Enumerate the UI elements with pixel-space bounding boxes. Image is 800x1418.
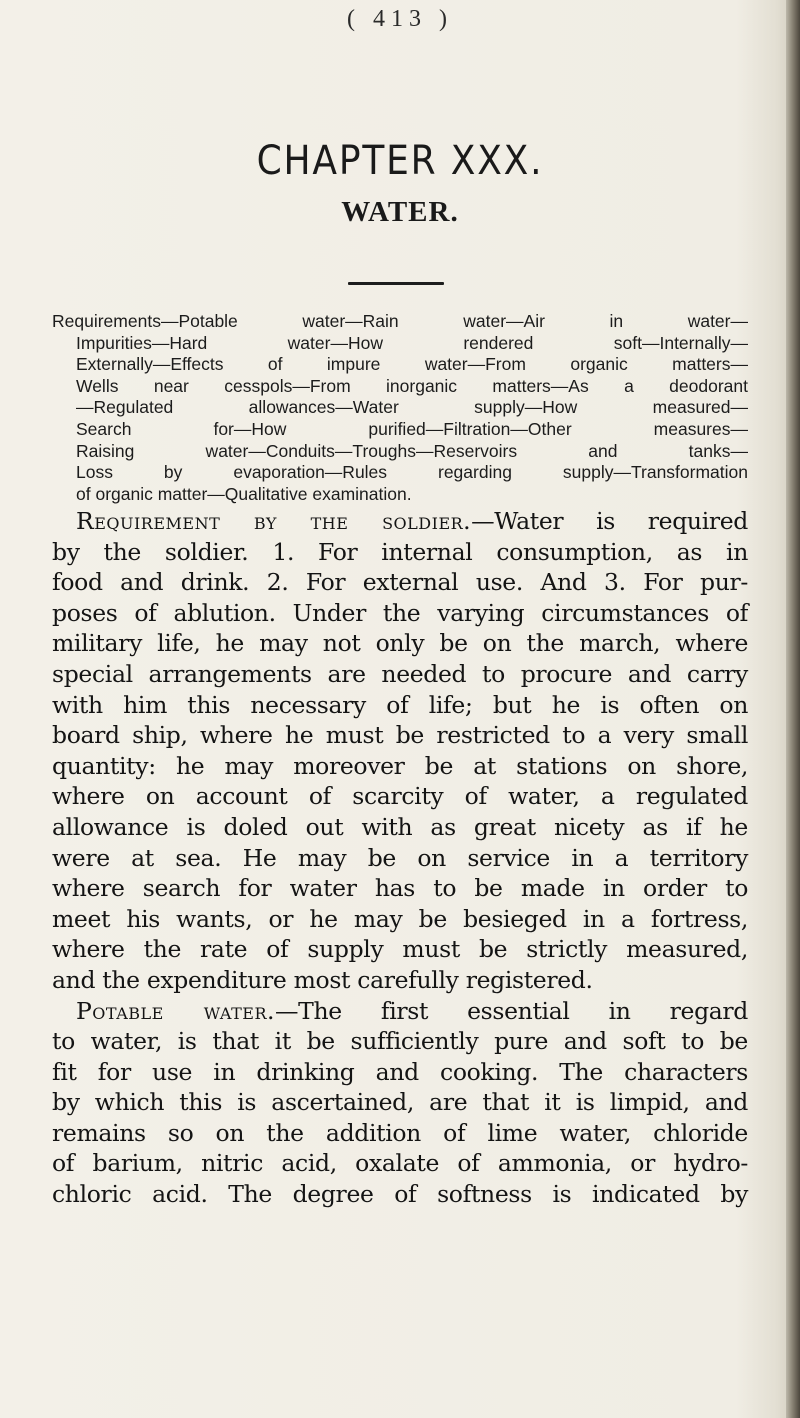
body-line: by the soldier. 1. For internal consumption, as in bbox=[52, 537, 748, 566]
body-line: were at sea. He may be on service in a territory bbox=[52, 843, 748, 872]
summary-line: Raising water—Conduits—Troughs—Reservoirs and tanks— bbox=[76, 440, 748, 461]
body-line: military life, he may not only be on the march, where bbox=[52, 629, 748, 658]
body-line-fragment: —Water is required bbox=[471, 507, 748, 535]
body-line: meet his wants, or he may be besieged in a fortress, bbox=[52, 904, 748, 933]
page-number: ( 413 ) bbox=[347, 6, 453, 32]
section-heading: Requirement by the soldier. bbox=[76, 507, 472, 535]
body-line: where the rate of supply must be strictly measured, bbox=[52, 935, 748, 964]
summary-line: Externally—Effects of impure water—From organic matters— bbox=[76, 354, 748, 375]
body-line: remains so on the addition of lime water, chloride bbox=[52, 1118, 748, 1147]
summary-line: Wells near cesspols—From inorganic matters—As a deodorant bbox=[76, 375, 748, 396]
body-line: poses of ablution. Under the varying circumstances of bbox=[52, 598, 748, 627]
chapter-summary bbox=[52, 311, 748, 505]
summary-line: Loss by evaporation—Rules regarding supply—Transformation bbox=[76, 462, 748, 483]
paragraph-opening-line bbox=[52, 506, 748, 537]
body-line: of barium, nitric acid, oxalate of ammonia, or hydro- bbox=[52, 1149, 748, 1178]
body-line: to water, is that it be sufficiently pure and soft to be bbox=[52, 1027, 748, 1056]
subject-title: WATER. bbox=[341, 196, 459, 228]
paragraph-opening-line bbox=[52, 996, 748, 1027]
body-line: by which this is ascertained, are that it is limpid, and bbox=[52, 1088, 748, 1117]
body-line: and the expenditure most carefully registered. bbox=[52, 965, 593, 994]
chapter-title: CHAPTER XXX. bbox=[256, 138, 544, 184]
body-line: where search for water has to be made in order to bbox=[52, 874, 748, 903]
body-line: food and drink. 2. For external use. And 3. For pur- bbox=[52, 568, 748, 597]
body-line: with him this necessary of life; but he is often on bbox=[52, 690, 748, 719]
body-line: special arrangements are needed to procure and carry bbox=[52, 659, 748, 688]
section-heading: Potable water. bbox=[76, 996, 275, 1025]
summary-line: of organic matter—Qualitative examination. bbox=[76, 483, 412, 504]
body-line: chloric acid. The degree of softness is indicated by bbox=[52, 1180, 748, 1209]
summary-line: Requirements—Potable water—Rain water—Air in water— bbox=[52, 311, 748, 331]
body-line: allowance is doled out with as great nicety as if he bbox=[52, 812, 748, 841]
body-line: where on account of scarcity of water, a regulated bbox=[52, 782, 748, 811]
body-line: quantity: he may moreover be at stations on shore, bbox=[52, 751, 748, 780]
body-line: fit for use in drinking and cooking. The characters bbox=[52, 1057, 748, 1086]
body-text bbox=[52, 506, 748, 1210]
summary-line: Impurities—Hard water—How rendered soft—Internally— bbox=[76, 332, 748, 353]
body-line-fragment: —The first essential in regard bbox=[274, 996, 748, 1025]
summary-line: Search for—How purified—Filtration—Other measures— bbox=[76, 418, 748, 439]
summary-line: —Regulated allowances—Water supply—How measured— bbox=[76, 397, 748, 418]
body-line: board ship, where he must be restricted to a very small bbox=[52, 721, 748, 750]
title-divider bbox=[348, 282, 444, 285]
